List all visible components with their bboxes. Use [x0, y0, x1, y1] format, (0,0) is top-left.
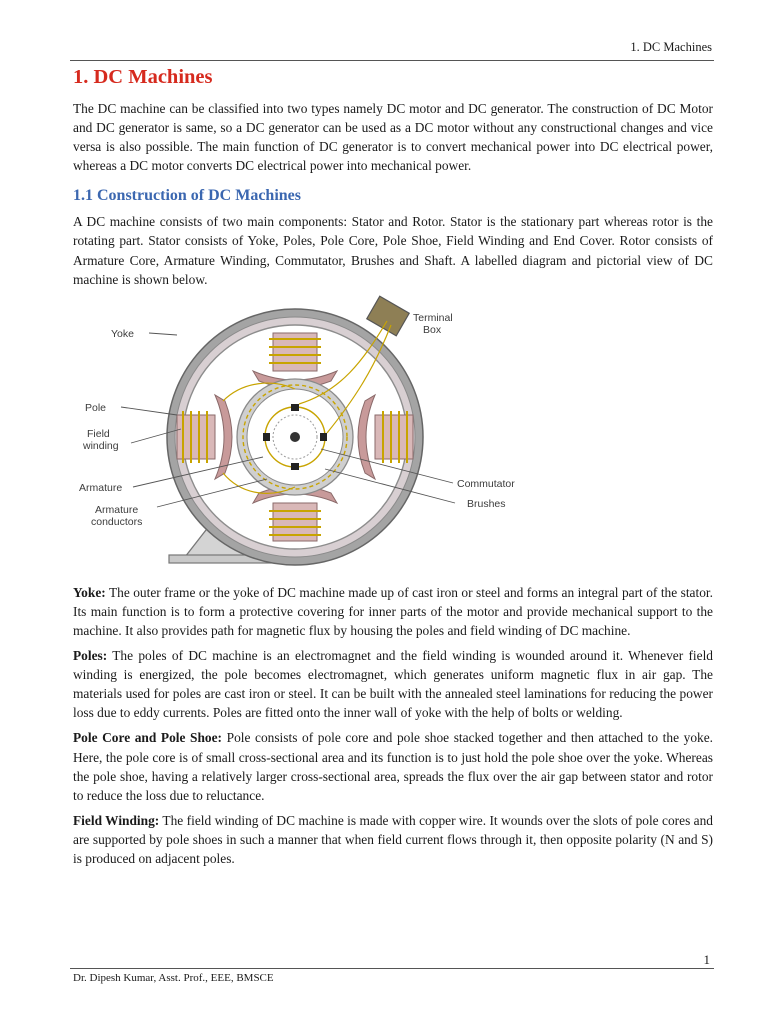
definition-field-winding [73, 811, 713, 868]
subsection-intro: A DC machine consists of two main components: Stator and Rotor. Stator is the stationary part whereas rotor is the rotating part. Stator consists of Yoke, Poles, Pole Core, Pole Shoe, Field Winding and End Cover. Rotor consists of Armature Core, Armature Winding, Commutator, Brushes and Shaft. A labelled diagram and pictorial view of DC machine is shown below. [73, 214, 713, 287]
label-conductors-2: conductors [91, 515, 143, 528]
text-poles: The poles of DC machine is an electromagnet and the field winding is wounded around it. Whenever field winding is energized, the pole becomes electromagnet, which generates uniform magnetic flux in air gap. The materials used for poles are cast iron or steel. It can be built with the annealed steel laminations for reducing the power loss due to eddy currents. Poles are fitted onto the inner wall of yoke with the help of bolts or welding. [73, 648, 713, 721]
term-pole-core: Pole Core and Pole Shoe: [73, 730, 223, 746]
text-pole-core: Pole consists of pole core and pole shoe stacked together and then attached to the yoke. Here, the pole core is of small cross-sectional area and its function is to just hold the pole shoe over the yoke. Whereas the pole shoe, having a relatively larger cross-sectional area, spreads the flux over the air gap between stator and rotor to reduce the loss due to reluctance. [73, 730, 713, 803]
label-terminal-1: Terminal [413, 311, 453, 324]
header-rule [70, 60, 714, 61]
label-brushes: Brushes [467, 497, 506, 510]
leader-yoke [149, 333, 177, 335]
footer-author: Dr. Dipesh Kumar, Asst. Prof., EEE, BMSCE [73, 972, 274, 984]
definition-yoke [73, 583, 713, 640]
footer-rule [70, 968, 714, 969]
leader-pole [121, 407, 177, 415]
term-field-winding: Field Winding: [73, 812, 160, 828]
page-number: 1 [703, 952, 710, 967]
term-poles: Poles: [73, 648, 108, 664]
label-armature: Armature [79, 481, 123, 494]
brush-top [291, 404, 299, 411]
brush-bottom [291, 463, 299, 470]
brush-left [263, 433, 270, 441]
label-yoke: Yoke [111, 327, 134, 340]
shaft [290, 432, 300, 442]
page-content [73, 64, 713, 874]
definition-poles [73, 646, 713, 722]
brush-right [320, 433, 327, 441]
text-yoke: The outer frame or the yoke of DC machine made up of cast iron or steel and forms an integral part of the stator. Its main function is to form a protective covering for inner parts of the motor and provide mechanical support to the machine. It also provides path for magnetic flux by housing the poles and field winding of DC machine. [73, 584, 713, 638]
label-commutator: Commutator [457, 477, 515, 490]
text-field-winding: The field winding of DC machine is made with copper wire. It wounds over the slots of pole cores and are supported by pole shoes in such a manner that when field current flows through it, then opposite polarity (N and S) is produced on adjacent poles. [73, 812, 714, 866]
label-pole: Pole [85, 401, 107, 414]
definition-pole-core [73, 728, 713, 804]
label-conductors-1: Armature [95, 503, 139, 516]
running-header: 1. DC Machines [630, 40, 712, 54]
term-yoke: Yoke: [73, 584, 106, 600]
dc-machine-diagram [73, 301, 515, 573]
label-field-2: winding [83, 439, 119, 452]
terminal-box [367, 296, 409, 336]
section-intro: The DC machine can be classified into two types namely DC motor and DC generator. The construction of DC Motor and DC generator is same, so a DC generator can be used as a DC motor without any constructional changes and vice versa is also possible. The main function of DC generator is to convert mechanical power into DC electrical power, whereas a DC motor converts DC electrical power into mechanical power. [73, 101, 713, 174]
subsection-title: 1.1 Construction of DC Machines [73, 187, 301, 205]
section-title: 1. DC Machines [73, 66, 213, 88]
label-terminal-2: Box [423, 323, 442, 336]
label-field-1: Field [87, 427, 110, 440]
dc-machine-svg [73, 301, 515, 573]
